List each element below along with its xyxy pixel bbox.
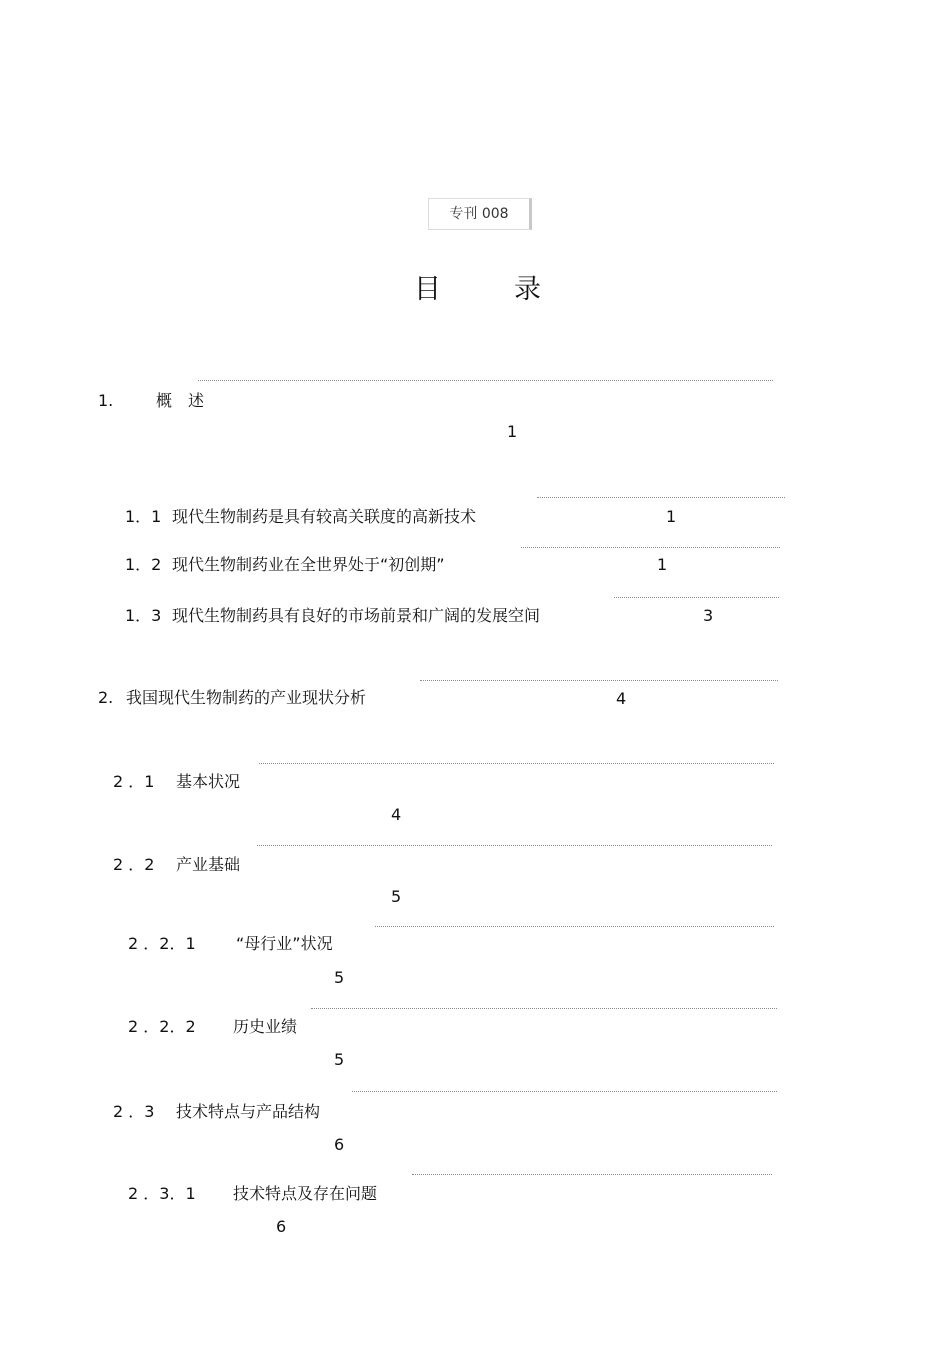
- toc-entry-label: 技术特点与产品结构: [176, 1102, 321, 1121]
- toc-title-left: 目: [414, 274, 441, 305]
- toc-entry-label: 产业基础: [176, 855, 241, 874]
- toc-entry-label: 我国现代生物制药的产业现状分析: [126, 688, 367, 707]
- toc-entry-page: 4: [616, 689, 627, 708]
- leader-dots: [311, 1008, 777, 1009]
- toc-entry-label: 概 述: [156, 391, 205, 410]
- toc-entry-page: 1: [666, 507, 677, 526]
- leader-dots: [412, 1174, 772, 1175]
- toc-entry-label: 基本状况: [176, 772, 241, 791]
- toc-entry-number: 2 ．2．2: [128, 1017, 196, 1036]
- toc-entry-number: 1．2: [125, 555, 162, 574]
- leader-dots: [614, 597, 779, 598]
- leader-dots: [257, 845, 772, 846]
- toc-entry-page: 5: [334, 1050, 345, 1069]
- toc-entry-number: 2.: [98, 688, 114, 707]
- toc-entry-number: 2 ．3: [113, 1102, 155, 1121]
- leader-dots: [352, 1091, 777, 1092]
- toc-entry-number: 2 ．2．1: [128, 934, 196, 953]
- toc-entry-number: 1．1: [125, 507, 162, 526]
- toc-entry-page: 4: [391, 805, 402, 824]
- toc-entry-label: 技术特点及存在问题: [233, 1184, 378, 1203]
- leader-dots: [537, 497, 785, 498]
- toc-entry-number: 2 ．1: [113, 772, 155, 791]
- toc-entry-page: 6: [334, 1135, 345, 1154]
- toc-entry-page: 5: [391, 887, 402, 906]
- leader-dots: [375, 926, 774, 927]
- leader-dots: [420, 680, 778, 681]
- toc-title-right: 录: [514, 274, 541, 305]
- toc-entry-number: 2 ．3．1: [128, 1184, 196, 1203]
- toc-entry-label: 现代生物制药业在全世界处于“初创期”: [172, 555, 445, 574]
- toc-entry-label: 现代生物制药具有良好的市场前景和广阔的发展空间: [172, 606, 541, 625]
- toc-entry-page: 6: [276, 1217, 287, 1236]
- toc-entry-page: 5: [334, 968, 345, 987]
- issue-badge: 专刊 008: [428, 198, 532, 230]
- toc-entry-page: 1: [507, 422, 518, 441]
- leader-dots: [198, 380, 773, 381]
- toc-entry-number: 1.: [98, 391, 114, 410]
- toc-entry-number: 2 ．2: [113, 855, 155, 874]
- leader-dots: [259, 763, 774, 764]
- toc-entry-label: “母行业”状况: [236, 934, 333, 953]
- toc-entry-number: 1．3: [125, 606, 162, 625]
- leader-dots: [521, 547, 780, 548]
- toc-entry-page: 1: [657, 555, 668, 574]
- toc-entry-page: 3: [703, 606, 714, 625]
- toc-entry-label: 历史业绩: [233, 1017, 298, 1036]
- toc-entry-label: 现代生物制药是具有较高关联度的高新技术: [172, 507, 477, 526]
